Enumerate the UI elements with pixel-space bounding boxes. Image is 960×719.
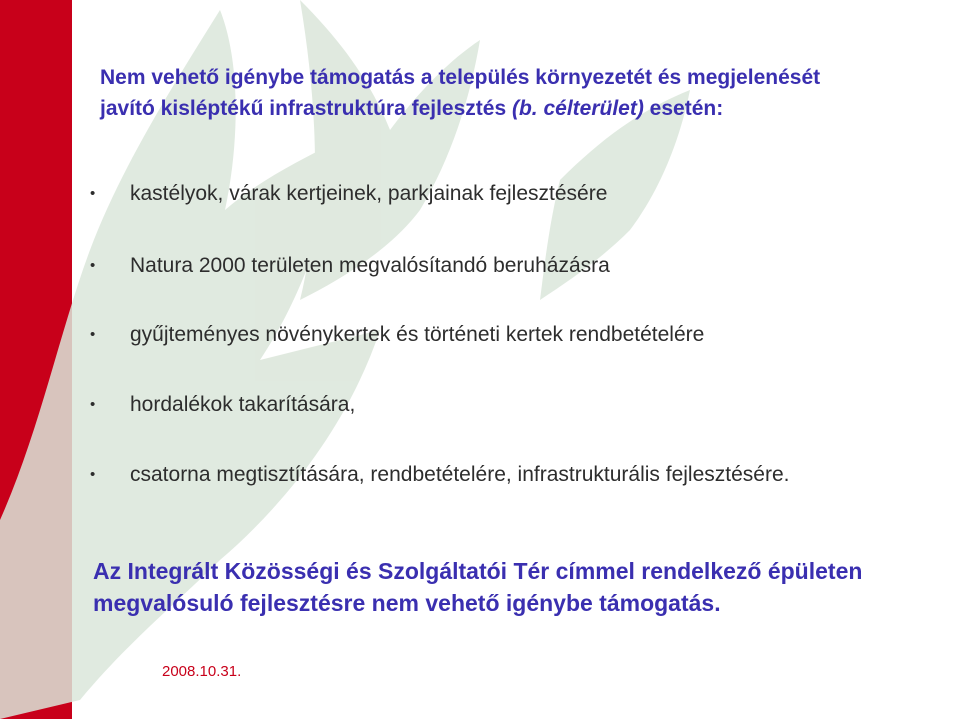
list-item-text: hordalékok takarítására, xyxy=(130,393,356,416)
bullet-icon: • xyxy=(90,466,96,483)
heading-text-end: esetén: xyxy=(643,97,724,120)
list-item-text: csatorna megtisztítására, rendbetételére, infrastrukturális fejlesztésére. xyxy=(130,463,790,486)
bullet-icon: • xyxy=(90,396,96,413)
slide-date: 2008.10.31. xyxy=(162,663,242,680)
list-item-text: gyűjteményes növénykertek és történeti kertek rendbetételére xyxy=(130,323,705,346)
heading-italic-text: (b. célterület) xyxy=(511,97,644,120)
list-item-text: kastélyok, várak kertjeinek, parkjainak fejlesztésére xyxy=(130,182,608,205)
heading-text: Nem vehető igénybe támogatás a település környezetét és megjelenését javító kisléptékű infrastruktúra fejlesztés xyxy=(100,66,821,120)
bullet-icon: • xyxy=(90,185,96,202)
closing-statement: Az Integrált Közösségi és Szolgáltatói Tér címmel rendelkező épületen megvalósuló fejlesztésre nem vehető igénybe támogatás. xyxy=(93,558,863,616)
slide-heading xyxy=(100,62,860,124)
list-item-text: Natura 2000 területen megvalósítandó beruházásra xyxy=(130,254,610,277)
bullet-icon: • xyxy=(90,326,96,343)
bullet-icon: • xyxy=(90,257,96,274)
